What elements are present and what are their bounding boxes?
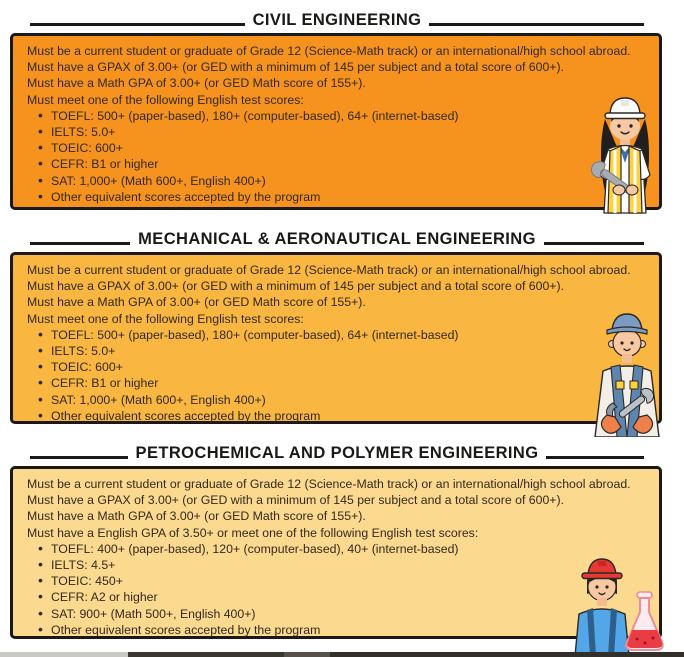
english-score-item: • Other equivalent scores accepted by the program <box>27 189 645 205</box>
bottom-bar-segment <box>330 652 684 657</box>
english-score-item: • IELTS: 5.0+ <box>27 343 645 359</box>
english-score-item: • IELTS: 4.5+ <box>27 557 645 573</box>
english-score-item: • CEFR: B1 or higher <box>27 156 645 172</box>
section-petrochemical-polymer-engineering <box>10 441 662 639</box>
bottom-bar-segment <box>284 652 330 657</box>
poster-content <box>10 8 662 639</box>
flask-icon <box>626 592 663 650</box>
requirements-box <box>10 466 662 639</box>
english-score-item: • TOEFL: 400+ (paper-based), 120+ (computer-based), 40+ (internet-based) <box>27 541 645 557</box>
english-score-item: • Other equivalent scores accepted by the program <box>27 408 645 424</box>
section-title-row <box>30 227 644 249</box>
requirement-line: Must have a GPAX of 3.00+ (or GED with a minimum of 145 per subject and a total score of 600+). <box>27 279 565 294</box>
english-score-list <box>27 108 645 205</box>
requirement-line: Must be a current student or graduate of Grade 12 (Science-Math track) or an international/high school abroad. <box>27 477 631 491</box>
requirement-line: Must have a GPAX of 3.00+ (or GED with a minimum of 145 per subject and a total score of 600+). <box>27 60 565 75</box>
requirement-line: Must meet one of the following English test scores: <box>27 92 304 107</box>
english-score-list <box>27 327 645 424</box>
english-score-item: • TOEIC: 600+ <box>27 140 645 156</box>
english-score-list <box>27 541 645 638</box>
civil-engineer-cartoon <box>579 89 671 215</box>
bottom-bar-segment <box>0 652 128 657</box>
bottom-edge-bar <box>0 652 684 657</box>
title-rule-left <box>30 242 130 245</box>
english-score-item: • CEFR: A2 or higher <box>27 589 645 605</box>
requirements-box <box>10 33 662 210</box>
section-title-row <box>30 8 644 30</box>
english-score-item: • SAT: 1,000+ (Math 600+, English 400+) <box>27 173 645 189</box>
english-score-item: • SAT: 1,000+ (Math 600+, English 400+) <box>27 392 645 408</box>
english-score-item: • TOEIC: 600+ <box>27 359 645 375</box>
english-score-item: • TOEFL: 500+ (paper-based), 180+ (computer-based), 64+ (internet-based) <box>27 327 645 343</box>
section-mechanical-aeronautical-engineering <box>10 227 662 424</box>
section-title: MECHANICAL & AERONAUTICAL ENGINEERING <box>138 230 536 248</box>
section-title-row <box>30 441 644 463</box>
section-title: PETROCHEMICAL AND POLYMER ENGINEERING <box>135 444 539 462</box>
english-score-item: • TOEFL: 500+ (paper-based), 180+ (computer-based), 64+ (internet-based) <box>27 108 645 124</box>
section-title: CIVIL ENGINEERING <box>252 11 422 29</box>
requirement-line: Must be a current student or graduate of Grade 12 (Science-Math track) or an international/high school abroad. <box>27 44 631 58</box>
requirement-line: Must meet one of the following English test scores: <box>27 311 304 326</box>
english-score-item: • SAT: 900+ (Math 500+, English 400+) <box>27 606 645 622</box>
male-chemist-illustration <box>561 554 665 656</box>
requirement-line: Must have a Math GPA of 3.00+ (or GED Math score of 155+). <box>27 295 366 310</box>
title-rule-left <box>30 456 128 459</box>
female-civil-engineer-illustration <box>579 89 671 215</box>
english-score-item: • CEFR: B1 or higher <box>27 375 645 391</box>
english-score-item: • Other equivalent scores accepted by the program <box>27 622 645 638</box>
requirements-box <box>10 252 662 424</box>
chemist-cartoon <box>561 554 665 656</box>
title-rule-right <box>544 242 644 245</box>
bottom-bar-segment <box>128 652 284 657</box>
mechanic-cartoon <box>583 307 671 437</box>
title-rule-right <box>429 23 644 26</box>
requirement-line: Must have a GPAX of 3.00+ (or GED with a minimum of 145 per subject and a total score of 600+). <box>27 493 565 508</box>
requirement-line: Must be a current student or graduate of Grade 12 (Science-Math track) or an international/high school abroad. <box>27 263 631 277</box>
requirement-line: Must have a English GPA of 3.50+ or meet one of the following English test scores: <box>27 525 479 540</box>
requirement-line: Must have a Math GPA of 3.00+ (or GED Math score of 155+). <box>27 509 366 524</box>
requirement-line: Must have a Math GPA of 3.00+ (or GED Math score of 155+). <box>27 76 366 91</box>
title-rule-right <box>546 456 644 459</box>
section-civil-engineering <box>10 8 662 210</box>
title-rule-left <box>30 23 245 26</box>
english-score-item: • TOEIC: 450+ <box>27 573 645 589</box>
english-score-item: • IELTS: 5.0+ <box>27 124 645 140</box>
male-mechanic-illustration <box>583 307 671 437</box>
